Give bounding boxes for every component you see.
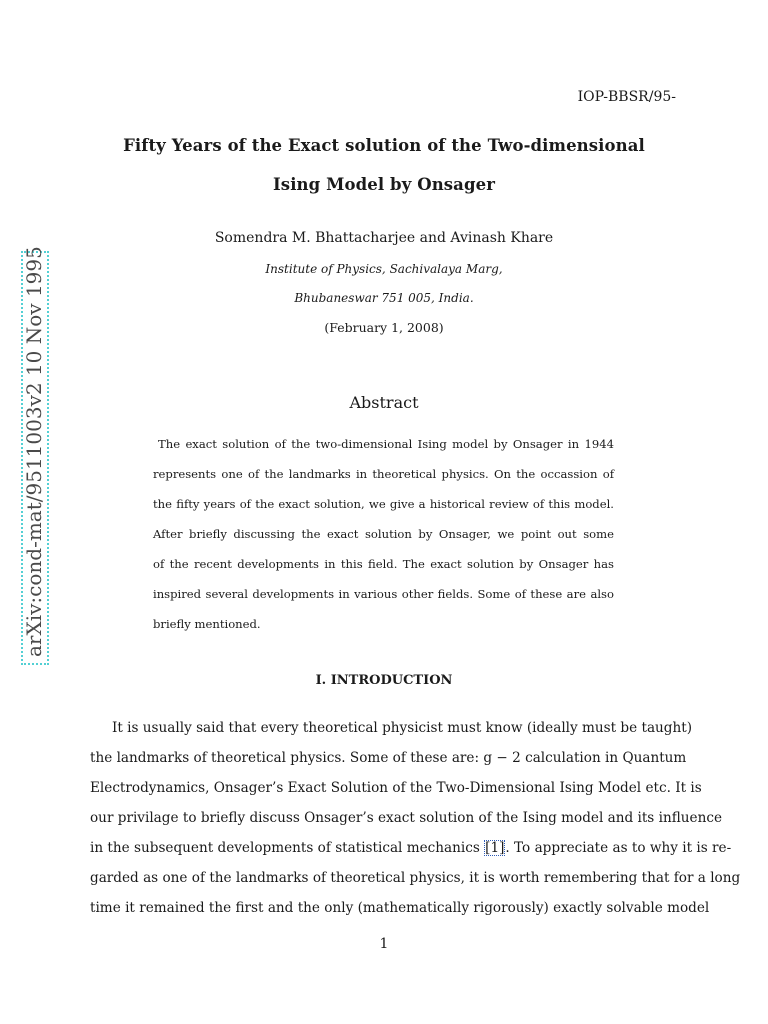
body-text-line: the landmarks of theoretical physics. Some of these are: g − 2 calculation in Quantum (90, 750, 687, 766)
abstract-line: After briefly discussing the exact solution by Onsager, we point out some (153, 527, 614, 541)
abstract-line: represents one of the landmarks in theoretical physics. On the occassion of (153, 467, 614, 481)
body-text-line: time it remained the first and the only (mathematically rigorously) exactly solvable model (90, 900, 710, 916)
affiliation-line-2: Bhubaneswar 751 005, India. (294, 291, 474, 305)
section-heading: I. INTRODUCTION (315, 673, 453, 688)
body-text-line: garded as one of the landmarks of theoretical physics, it is worth remembering that for a long (90, 870, 741, 886)
paper-title-line-2: Ising Model by Onsager (272, 175, 496, 194)
body-text-line: Electrodynamics, Onsager’s Exact Solution of the Two-Dimensional Ising Model etc. It is (90, 780, 702, 796)
arxiv-identifier-stamp[interactable]: arXiv:cond-mat/9511003v2 10 Nov 1995 (21, 251, 49, 665)
report-number: IOP-BBSR/95- (577, 89, 676, 105)
body-text-line (90, 838, 732, 858)
abstract-line: of the recent developments in this field. The exact solution by Onsager has (153, 557, 614, 571)
body-text-fragment: in the subsequent developments of statistical mechanics (90, 840, 485, 856)
page-number: 1 (379, 936, 389, 952)
paper-title-line-1: Fifty Years of the Exact solution of the Two-dimensional (123, 136, 645, 155)
body-text-line: It is usually said that every theoretical physicist must know (ideally must be taught) (112, 720, 693, 736)
abstract-line: the fifty years of the exact solution, we give a historical review of this model. (153, 497, 614, 511)
body-text-line: our privilage to briefly discuss Onsager’s exact solution of the Ising model and its influence (90, 810, 722, 826)
abstract-line: inspired several developments in various other fields. Some of these are also (153, 587, 614, 601)
affiliation-line-1: Institute of Physics, Sachivalaya Marg, (265, 262, 503, 276)
body-text-fragment: . To appreciate as to why it is re- (505, 840, 732, 856)
citation-link[interactable]: [1] (485, 840, 505, 856)
abstract-line: briefly mentioned. (153, 617, 261, 631)
publication-date: (February 1, 2008) (324, 320, 444, 335)
abstract-line: The exact solution of the two-dimensional Ising model by Onsager in 1944 (158, 437, 614, 451)
author-list: Somendra M. Bhattacharjee and Avinash Khare (214, 230, 554, 246)
abstract-heading: Abstract (349, 393, 419, 412)
